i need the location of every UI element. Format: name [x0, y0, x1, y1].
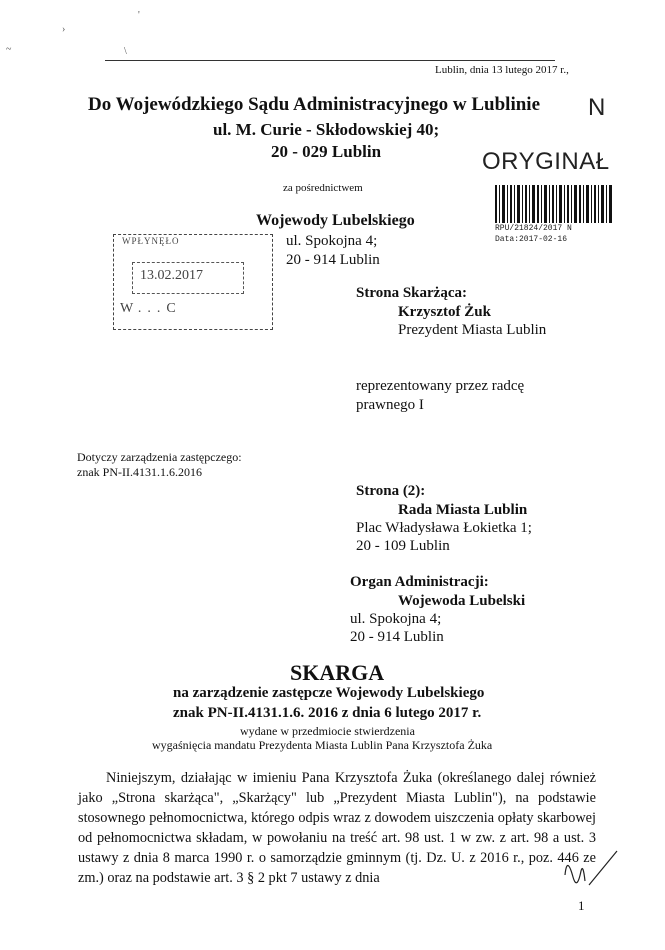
addressee-court: Do Wojewódzkiego Sądu Administracyjnego w Lublinie [88, 94, 541, 115]
signature-scribble [555, 845, 625, 905]
complainant-name: Krzysztof Żuk [398, 304, 491, 320]
authority-postal: 20 - 914 Lublin [350, 629, 444, 645]
scan-mark: \ [124, 46, 127, 57]
title-reference: znak PN-II.4131.1.6. 2016 z dnia 6 lutego 2017 r. [173, 705, 482, 721]
original-stamp: ORYGINAŁ [482, 148, 610, 175]
representation-line: reprezentowany przez radcę [356, 378, 525, 394]
title-subject-detail-2: wygaśnięcia mandatu Prezydenta Miasta Lublin Pana Krzysztofa Żuka [152, 738, 493, 752]
body-text: Niniejszym, działając w imieniu Pana Krzysztofa Żuka (określanego dalej również jako „Strona skarżąca", „Skarżący" lub „Prezydent Miasta Lublin"), na podstawie stosownego pełnomocnictwa, którego odpis wraz z dowodem uiszczenia opłaty skarbowej od pełnomocnictwa składam, w powołaniu na treść art. 98 ust. 1 w zw. z art. 98 a ust. 3 ustawy z dnia 8 marca 1990 r. o samorządzie gminnym (tj. Dz. U. z 2016 r., poz. 446 ze zm.) oraz na podstawie art. 3 § 2 pkt 7 ustawy z dnia [78, 770, 596, 886]
barcode [495, 185, 612, 223]
addressee-street: ul. M. Curie - Skłodowskiej 40; [213, 120, 440, 139]
body-paragraph [78, 768, 596, 888]
authority-label: Organ Administracji: [350, 574, 489, 590]
authority-street: ul. Spokojna 4; [350, 611, 442, 627]
receipt-stamp-bottom: W...C [120, 301, 182, 316]
scan-mark: › [62, 24, 66, 35]
authority-name: Wojewoda Lubelski [398, 593, 526, 609]
page-number: 1 [578, 898, 585, 913]
scan-mark: ' [138, 10, 140, 21]
party2-postal: 20 - 109 Lublin [356, 538, 450, 554]
barcode-date: Data:2017-02-16 [495, 235, 568, 244]
corner-handwritten-mark: N [588, 94, 606, 121]
intermediary-label: za pośrednictwem [283, 182, 363, 194]
title-subject: na zarządzenie zastępcze Wojewody Lubelskiego [173, 685, 485, 701]
header-rule [105, 60, 555, 61]
scan-mark: ~ [6, 44, 12, 55]
attorney-line: prawnego I [356, 397, 424, 413]
intermediary-name: Wojewody Lubelskiego [256, 212, 415, 229]
party2-street: Plac Władysława Łokietka 1; [356, 520, 532, 536]
party2-label: Strona (2): [356, 483, 426, 499]
document-title: SKARGA [290, 660, 385, 685]
intermediary-street: ul. Spokojna 4; [286, 233, 378, 249]
regarding-line2: znak PN-II.4131.1.6.2016 [77, 465, 202, 479]
receipt-stamp-date: 13.02.2017 [140, 268, 203, 283]
document-date: Lublin, dnia 13 lutego 2017 r., [435, 64, 569, 76]
title-subject-detail: wydane w przedmiocie stwierdzenia [240, 724, 415, 738]
intermediary-postal: 20 - 914 Lublin [286, 252, 380, 268]
regarding-line1: Dotyczy zarządzenia zastępczego: [77, 450, 242, 464]
addressee-postal: 20 - 029 Lublin [271, 142, 382, 161]
receipt-stamp-top: WPŁYNĘŁO [122, 236, 180, 246]
barcode-registration: RPU/21824/2017 N [495, 224, 572, 233]
party2-name: Rada Miasta Lublin [398, 502, 528, 518]
complainant-role: Prezydent Miasta Lublin [398, 322, 547, 338]
complainant-label: Strona Skarżąca: [356, 285, 467, 301]
